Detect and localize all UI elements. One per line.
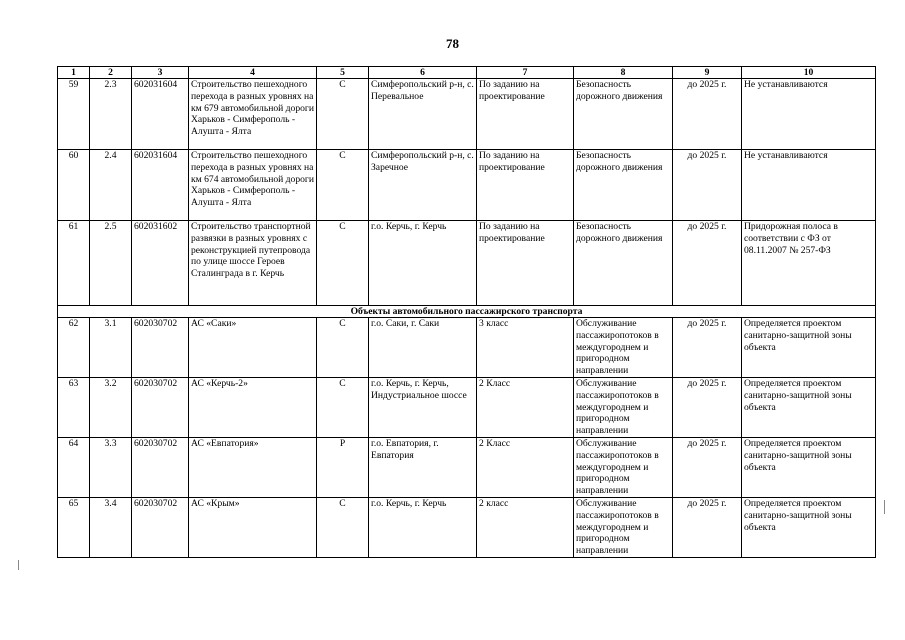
characteristics-cell: По заданию на проектирование (477, 79, 574, 150)
status-cell: С (317, 377, 369, 437)
row-number-cell: 65 (58, 497, 90, 557)
status-cell: Р (317, 437, 369, 497)
characteristics-cell: 2 Класс (477, 377, 574, 437)
objects-table (57, 66, 876, 558)
location-cell: г.о. Евпатория, г. Евпатория (369, 437, 477, 497)
classifier-code-cell: 602030702 (132, 497, 189, 557)
object-name-cell: Строительство транспортной развязки в разных уровнях с реконструкцией путепровода по улице шоссе Героев Сталинграда в г. Керчь (189, 221, 317, 306)
item-code-cell: 2.5 (90, 221, 132, 306)
zone-cell: Не устанавливаются (742, 79, 876, 150)
item-code-cell: 2.3 (90, 79, 132, 150)
row-number-cell: 63 (58, 377, 90, 437)
deadline-cell: до 2025 г. (673, 150, 742, 221)
table-row (58, 150, 876, 221)
status-cell: С (317, 497, 369, 557)
location-cell: г.о. Керчь, г. Керчь, Индустриальное шоссе (369, 377, 477, 437)
column-header: 8 (574, 67, 673, 79)
item-code-cell: 3.2 (90, 377, 132, 437)
column-header: 4 (189, 67, 317, 79)
row-number-cell: 60 (58, 150, 90, 221)
scan-margin-mark (884, 500, 885, 514)
table-row (58, 79, 876, 150)
zone-cell: Придорожная полоса в соответствии с ФЗ от 08.11.2007 № 257-ФЗ (742, 221, 876, 306)
purpose-cell: Обслуживание пассажиропотоков в междугороднем и пригородном направлении (574, 377, 673, 437)
purpose-cell: Безопасность дорожного движения (574, 79, 673, 150)
location-cell: Симферопольский р-н, с. Заречное (369, 150, 477, 221)
deadline-cell: до 2025 г. (673, 497, 742, 557)
deadline-cell: до 2025 г. (673, 437, 742, 497)
location-cell: г.о. Керчь, г. Керчь (369, 221, 477, 306)
column-header: 6 (369, 67, 477, 79)
purpose-cell: Обслуживание пассажиропотоков в междугороднем и пригородном направлении (574, 318, 673, 378)
deadline-cell: до 2025 г. (673, 318, 742, 378)
table-row (58, 437, 876, 497)
column-header: 7 (477, 67, 574, 79)
zone-cell: Определяется проектом санитарно-защитной зоны объекта (742, 377, 876, 437)
zone-cell: Определяется проектом санитарно-защитной зоны объекта (742, 497, 876, 557)
status-cell: С (317, 318, 369, 378)
zone-cell: Определяется проектом санитарно-защитной зоны объекта (742, 318, 876, 378)
zone-cell: Определяется проектом санитарно-защитной зоны объекта (742, 437, 876, 497)
table-row (58, 318, 876, 378)
column-header: 9 (673, 67, 742, 79)
deadline-cell: до 2025 г. (673, 221, 742, 306)
object-name-cell: АС «Крым» (189, 497, 317, 557)
characteristics-cell: По заданию на проектирование (477, 221, 574, 306)
characteristics-cell: 3 класс (477, 318, 574, 378)
column-header: 1 (58, 67, 90, 79)
column-header: 5 (317, 67, 369, 79)
classifier-code-cell: 602031604 (132, 150, 189, 221)
row-number-cell: 61 (58, 221, 90, 306)
location-cell: г.о. Керчь, г. Керчь (369, 497, 477, 557)
location-cell: г.о. Саки, г. Саки (369, 318, 477, 378)
classifier-code-cell: 602031604 (132, 79, 189, 150)
status-cell: С (317, 150, 369, 221)
status-cell: С (317, 79, 369, 150)
purpose-cell: Обслуживание пассажиропотоков в междугороднем и пригородном направлении (574, 437, 673, 497)
table-header-row (58, 67, 876, 79)
table-row (58, 221, 876, 306)
classifier-code-cell: 602030702 (132, 318, 189, 378)
row-number-cell: 59 (58, 79, 90, 150)
object-name-cell: АС «Евпатория» (189, 437, 317, 497)
object-name-cell: Строительство пешеходного перехода в разных уровнях на км 679 автомобильной дороги Харьков - Симферополь - Алушта - Ялта (189, 79, 317, 150)
item-code-cell: 3.4 (90, 497, 132, 557)
column-header: 3 (132, 67, 189, 79)
classifier-code-cell: 602030702 (132, 377, 189, 437)
purpose-cell: Обслуживание пассажиропотоков в междугороднем и пригородном направлении (574, 497, 673, 557)
zone-cell: Не устанавливаются (742, 150, 876, 221)
location-cell: Симферопольский р-н, с. Перевальное (369, 79, 477, 150)
table-row (58, 377, 876, 437)
object-name-cell: АС «Саки» (189, 318, 317, 378)
section-title: Объекты автомобильного пассажирского транспорта (58, 306, 876, 318)
column-header: 2 (90, 67, 132, 79)
purpose-cell: Безопасность дорожного движения (574, 150, 673, 221)
object-name-cell: Строительство пешеходного перехода в разных уровнях на км 674 автомобильной дороги Харьков - Симферополь - Алушта - Ялта (189, 150, 317, 221)
deadline-cell: до 2025 г. (673, 377, 742, 437)
item-code-cell: 3.1 (90, 318, 132, 378)
deadline-cell: до 2025 г. (673, 79, 742, 150)
row-number-cell: 64 (58, 437, 90, 497)
classifier-code-cell: 602031602 (132, 221, 189, 306)
purpose-cell: Безопасность дорожного движения (574, 221, 673, 306)
page-number: 78 (446, 36, 459, 51)
table-row (58, 497, 876, 557)
object-name-cell: АС «Керчь-2» (189, 377, 317, 437)
scan-margin-mark (18, 560, 19, 570)
status-cell: С (317, 221, 369, 306)
item-code-cell: 2.4 (90, 150, 132, 221)
classifier-code-cell: 602030702 (132, 437, 189, 497)
column-header: 10 (742, 67, 876, 79)
characteristics-cell: 2 класс (477, 497, 574, 557)
characteristics-cell: 2 Класс (477, 437, 574, 497)
section-row (58, 306, 876, 318)
item-code-cell: 3.3 (90, 437, 132, 497)
row-number-cell: 62 (58, 318, 90, 378)
characteristics-cell: По заданию на проектирование (477, 150, 574, 221)
